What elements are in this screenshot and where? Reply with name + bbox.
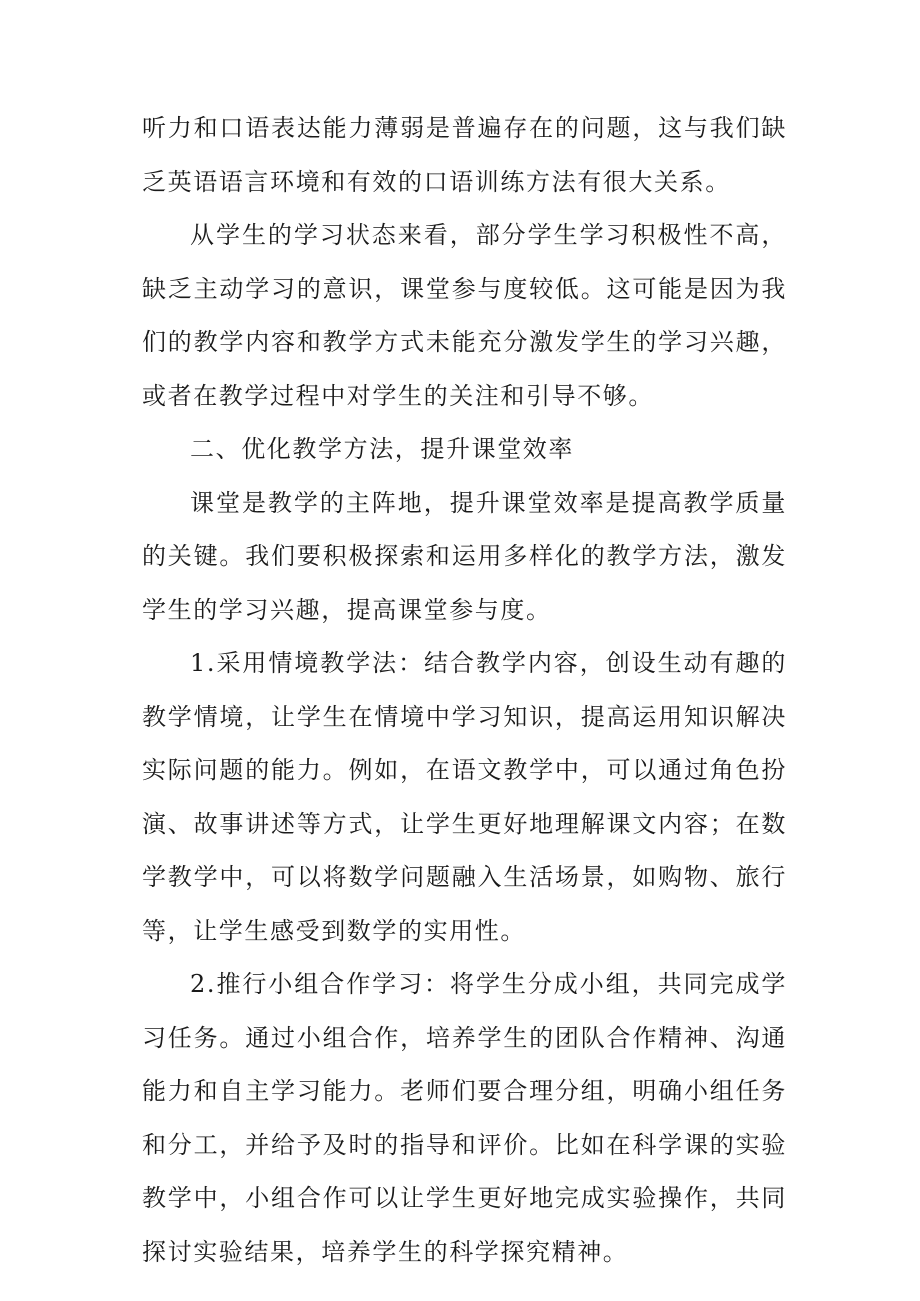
list-item-group-cooperation: 2.推行小组合作学习：将学生分成小组，共同完成学习任务。通过小组合作，培养学生的团队合作精神、沟通能力和自主学习能力。老师们要合理分组，明确小组任务和分工，并给予及时的指导和评价。比如在科学课的实验教学中，小组合作可以让学生更好地完成实验操作，共同探讨实验结果，培养学生的科学探究精神。	[142, 970, 787, 1266]
paragraph-continuation: 听力和口语表达能力薄弱是普遍存在的问题，这与我们缺乏英语语言环境和有效的口语训练方法有很大关系。	[142, 114, 787, 196]
section-heading: 二、优化教学方法，提升课堂效率	[190, 435, 574, 463]
paragraph-classroom-efficiency: 课堂是教学的主阵地，提升课堂效率是提高教学质量的关键。我们要积极探索和运用多样化的教学方法，激发学生的学习兴趣，提高课堂参与度。	[142, 488, 787, 624]
list-item-situational-teaching: 1.采用情境教学法：结合教学内容，创设生动有趣的教学情境，让学生在情境中学习知识，提高运用知识解决实际问题的能力。例如，在语文教学中，可以通过角色扮演、故事讲述等方式，让学生更好地理解课文内容；在数学教学中，可以将数学问题融入生活场景，如购物、旅行等，让学生感受到数学的实用性。	[142, 649, 787, 945]
document-body	[142, 102, 787, 1279]
paragraph-learning-state: 从学生的学习状态来看，部分学生学习积极性不高，缺乏主动学习的意识，课堂参与度较低。这可能是因为我们的教学内容和教学方式未能充分激发学生的学习兴趣，或者在教学过程中对学生的关注和引导不够。	[142, 221, 787, 410]
